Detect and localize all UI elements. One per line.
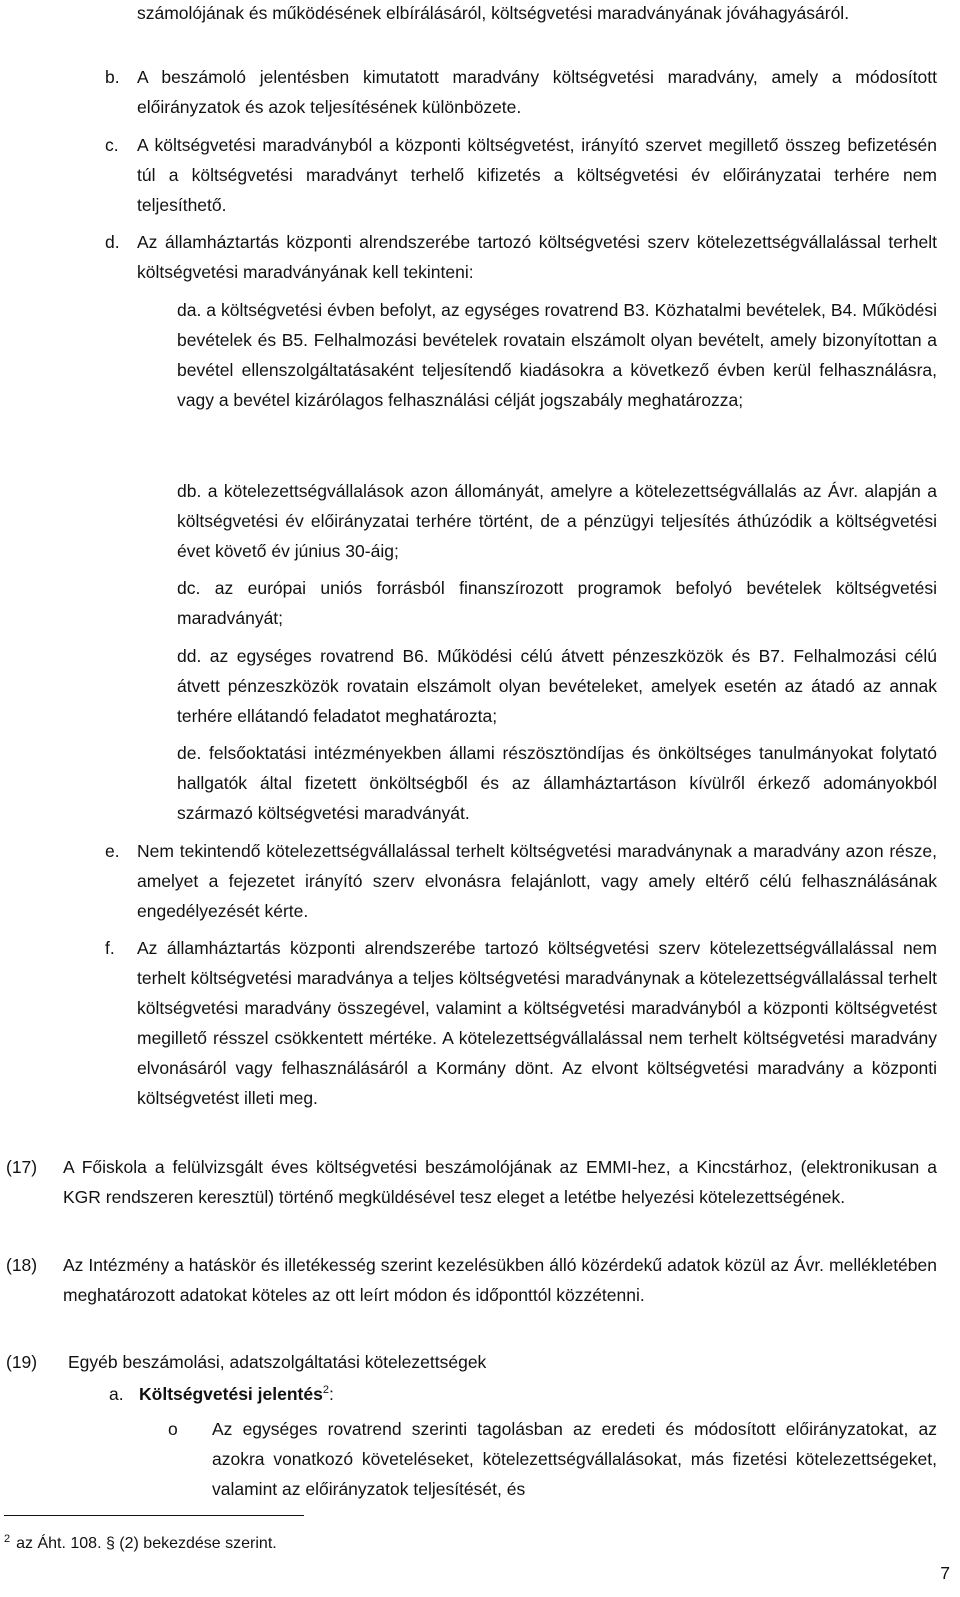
section-19-number: (19) [6, 1352, 38, 1372]
sub-item-db: db. a kötelezettségvállalások azon állományát, amelyre a kötelezettségvállalás az Ávr. alapján a költségvetési év előirányzatai terhére történt, de a pénzügyi teljesítés áthúzódik a költségvetési évet követő év június 30-áig; [177, 481, 937, 561]
section-19-a-heading [139, 1379, 334, 1409]
footnote-ref[interactable]: 2 [322, 1384, 329, 1397]
bullet-text: Az egységes rovatrend szerinti tagolásban az eredeti és módosított előirányzatokat, az azokra vonatkozó követeléseket, kötelezettségvállalásokat, más fizetési kötelezettségeket, valamint az előirányzatok teljesítését, és [212, 1419, 937, 1499]
item-f-text: Az államháztartás központi alrendszerébe tartozó költségvetési szerv kötelezettségvállalással nem terhelt költségvetési maradványa a teljes költségvetési maradványnak a kötelezettségvállalással terhelt költségvetési maradvány összegével, valamint a költségvetési maradványból a központi költségvetést megillető résszel csökkentett mértéke. A kötelezettségvállalással nem terhelt költségvetési maradvány elvonásáról vagy felhasználásáról a Kormány dönt. Az elvont költségvetési maradvány a központi költségvetést illeti meg. [137, 938, 937, 1108]
item-d-marker: d. [105, 232, 120, 252]
intro-paragraph [137, 0, 937, 28]
footnote-number: 2 [4, 1532, 11, 1545]
item-e-marker: e. [105, 841, 120, 861]
section-18-number: (18) [6, 1255, 38, 1275]
item-d-text: Az államháztartás központi alrendszerébe tartozó költségvetési szerv kötelezettségvállalással terhelt költségvetési maradványának kell tekinteni: [137, 232, 937, 282]
sub-item-da: da. a költségvetési évben befolyt, az egységes rovatrend B3. Közhatalmi bevételek, B4. Működési bevételek és B5. Felhalmozási bevételek rovatain elszámolt olyan bevételt, amely bizonyítottan a bevétel ellenszolgáltatásaként teljesítendő kiadásokra a következő évben kerül felhasználásra, vagy a bevétel kizárólagos felhasználási célját jogszabály meghatározza; [177, 300, 937, 410]
section-19-title: Egyéb beszámolási, adatszolgáltatási kötelezettségek [68, 1352, 487, 1372]
intro-text: számolójának és működésének elbírálásáról, költségvetési maradványának jóváhagyásáról. [137, 3, 850, 23]
item-f-marker: f. [105, 938, 115, 958]
item-c-marker: c. [105, 135, 119, 155]
section-19-a-marker: a. [109, 1384, 124, 1404]
section-17-text: A Főiskola a felülvizsgált éves költségvetési beszámolójának az EMMI-hez, a Kincstárhoz, (elektronikusan a KGR rendszeren keresztül) történő megküldésével tesz eleget a letétbe helyezési kötelezettségének. [63, 1157, 937, 1207]
item-b-marker: b. [105, 67, 120, 87]
footnote [4, 1533, 277, 1555]
item-e-text: Nem tekintendő kötelezettségvállalással terhelt költségvetési maradványnak a maradvány azon része, amelyet a fejezetet irányító szerv elvonásra felajánlott, vagy amely eltérő célú felhasználásának engedélyezését kérte. [137, 841, 937, 921]
section-18-text: Az Intézmény a hatáskör és illetékesség szerint kezelésükben álló közérdekű adatok közül az Ávr. mellékletében meghatározott adatokat köteles az ott leírt módon és időponttól közzétenni. [63, 1255, 937, 1305]
section-17-number: (17) [6, 1157, 38, 1177]
heading-colon: : [328, 1384, 334, 1404]
budget-report-title: Költségvetési jelentés [139, 1384, 323, 1404]
footnote-separator [4, 1515, 304, 1516]
sub-item-dd: dd. az egységes rovatrend B6. Működési célú átvett pénzeszközök és B7. Felhalmozási célú átvett pénzeszközök rovatain elszámolt olyan bevételeket, amelyek esetén az átadó az annak terhére ellátandó feladatot meghatározta; [177, 646, 937, 726]
page-number: 7 [940, 1563, 950, 1583]
bullet-marker: o [168, 1419, 178, 1439]
sub-item-dc: dc. az európai uniós forrásból finanszírozott programok befolyó bevételek költségvetési maradványát; [177, 578, 937, 628]
item-b-text: A beszámoló jelentésben kimutatott maradvány költségvetési maradvány, amely a módosított előirányzatok és azok teljesítésének különbözete. [137, 67, 937, 117]
item-c-text: A költségvetési maradványból a központi költségvetést, irányító szervet megillető összeg befizetésén túl a költségvetési maradványt terhelő kifizetés a költségvetési év előirányzatai terhére nem teljesíthető. [137, 135, 937, 215]
sub-item-de: de. felsőoktatási intézményekben állami részösztöndíjas és önköltséges tanulmányokat folytató hallgatók által fizetett önköltségből és az államháztartáson kívülről érkező adományokból származó költségvetési maradványát. [177, 743, 937, 823]
footnote-text: az Áht. 108. § (2) bekezdése szerint. [16, 1535, 277, 1552]
